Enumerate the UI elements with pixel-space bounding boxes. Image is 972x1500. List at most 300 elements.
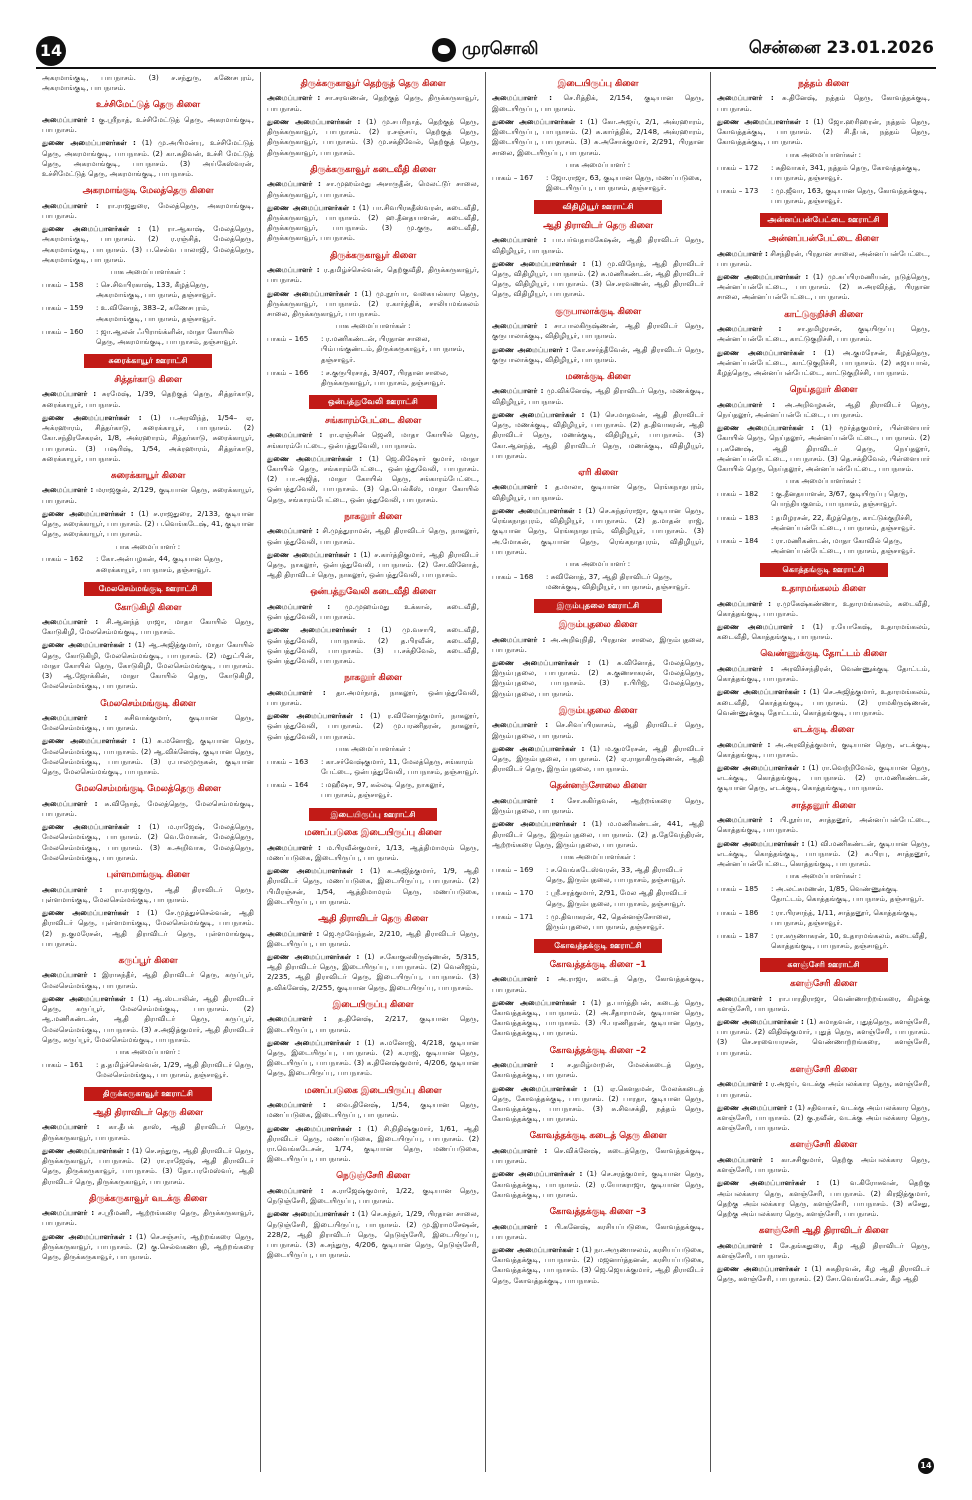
role-label: அமைப்பாளர் :: [492, 386, 544, 396]
role-label: அமைப்பாளர் :: [267, 93, 321, 103]
role-label: துணை அமைப்பாளர்கள் :: [42, 508, 134, 518]
entry-text: (1) ஜோ.ஹரிஹரன், நத்தம் தெரு, கோவத்தக்குடி, பாபநாசம். (2) சி.தீபக், நத்தம் தெரு, கோவத்தக்குடி, பாபநாசம்.: [717, 116, 930, 147]
booth-heading: பாக அமைப்பாளர்கள் :: [785, 872, 862, 881]
section-title: நெடுஞ்சேரி கிளை: [336, 1171, 410, 1182]
role-label: அமைப்பாளர் :: [492, 634, 546, 644]
entry-text: சுரமேஷ், 1/39, தெற்குத் தெரு, சித்தர்காடு, சுரைக்காயூர், பாபநாசம்.: [42, 389, 254, 409]
role-label: துணை அமைப்பாளர்கள் :: [267, 116, 361, 126]
booth-text: : த.தமிழ்ச்செல்வன், 1/29, ஆதி திராவிடர் தெரு, மேலசெம்மங்குடி, பாபநாசம், தஞ்சாவூர்.: [96, 1059, 254, 1080]
role-label: அமைப்பாளர் :: [267, 928, 320, 938]
booth-entry: [42, 1060, 254, 1080]
booth-text: : ச.வெங்கடேஸ்வரன், 33, ஆதி திராவிடர் தெரு, இரும்புதலை, பாபநாசம், தஞ்சாவூர்.: [546, 864, 686, 885]
booth-entry: [717, 908, 930, 928]
role-label: துணை அமைப்பாளர்கள் :: [717, 1264, 808, 1274]
entry-text: (1) வி.மணிகண்டன், குடியான தெரு, எடக்குடி, கொத்தங்குடி, பாபநாசம். (2) சு.பிரபு, சாத்தனூர், அன்னப்பன்பேட்டை, கொத்தங்குடி, பாபநாசம்.: [717, 838, 930, 868]
entry-paragraph: [42, 201, 254, 221]
booth-text: : கா.சர்வேஷ்குமார், 11, மேலத்தெரு, சங்காரம் பேட்டை, ஒன்பத்துவேலி, பாபநாசம், தஞ்சாவூர்.: [321, 756, 479, 776]
entry-paragraph: [267, 866, 479, 907]
entry-paragraph: [717, 400, 930, 420]
section-title: திருக்கருகாவூர் கிளை: [329, 250, 417, 261]
section-title: மேலசெம்மங்குடி கிளை: [100, 698, 196, 709]
entry-paragraph: [492, 235, 704, 255]
section-title: நத்தம் கிளை: [798, 79, 849, 89]
panchayat-banner: அன்னப்பன்பேட்டை ஊராட்சி: [760, 213, 888, 227]
role-label: துணை அமைப்பாளர்கள் :: [492, 1244, 579, 1254]
role-label: துணை அமைப்பாளர்கள் :: [717, 271, 809, 281]
booth-number: பாகம் – 184: [717, 536, 759, 546]
section-title: சித்தர்காடு கிளை: [114, 374, 182, 385]
role-label: துணை அமைப்பாளர்கள் :: [492, 819, 586, 829]
entry-text: அ.அறிவழகன், ஆதி திராவிடர் தெரு, நெய்தலூர், அன்னப்பன்பேட்டை, பாபநாசம்.: [717, 399, 930, 419]
role-label: துணை அமைப்பாளர்கள் :: [492, 997, 586, 1007]
entry-paragraph: [717, 1103, 930, 1134]
role-label: அமைப்பாளர் :: [267, 430, 323, 440]
column-3: [486, 72, 711, 1472]
paper-name: முரசொலி: [462, 39, 539, 59]
role-label: அமைப்பாளர் :: [267, 179, 321, 189]
booth-entry: [267, 780, 479, 800]
booth-text: : கு.தீனதயாளன், 3/67, குடியிருப்பு தெரு, பொந்தியகுளம், பாபநாசம், தஞ்சாவூர்.: [771, 489, 908, 509]
entry-paragraph: [492, 259, 704, 300]
entry-paragraph: [267, 93, 479, 113]
role-label: அமைப்பாளர் :: [267, 265, 320, 275]
entry-text: (1) சு.வினோத், மேலத்தெரு, இரும்புதலை, பாபநாசம். (2) சு.குணசாகரன், மேலத்தெரு, இரும்புதலை, பாபநாசம். (3) ர.பிரிஜ், மேலத்தெரு, இரும்புதலை, பாபநாசம்.: [492, 657, 704, 698]
role-label: அமைப்பாளர் :: [42, 798, 98, 808]
entry-text: ரா.ராஜதுரை, மேலத்தெரு, அகரமாங்குடி, பாபநாசம்.: [42, 200, 254, 220]
booth-number: பாகம் – 183: [717, 512, 759, 522]
dateline: சென்னை 23.01.2026: [748, 38, 934, 58]
panchayat-banner: கோவத்தக்குடி ஊராட்சி: [534, 939, 662, 953]
booth-entry: [267, 757, 479, 777]
entry-paragraph: [267, 1100, 479, 1120]
role-label: அமைப்பாளர் :: [717, 1154, 774, 1164]
booth-entry: [492, 572, 704, 592]
entry-paragraph: [42, 822, 254, 863]
entry-paragraph: [267, 526, 479, 546]
section-title: ஆதி திராவிடர் தெரு கிளை: [93, 1107, 203, 1118]
section-title: கோவத்தக்குடி கடைத் தெரு கிளை: [529, 1131, 667, 1142]
section-title: தென்னஞ்சோலை கிளை: [549, 781, 647, 792]
entry-text: த.தினேஷ், 2/217, குடியான தெரு, இடையிருப்பு, பாபநாசம்.: [267, 1014, 479, 1034]
booth-text: : கோ.அன்பழகன், 44, குடியான தெரு, சுரைக்காயூர், பாபநாசம், தஞ்சாவூர்.: [96, 554, 223, 574]
entry-paragraph: [42, 115, 254, 135]
entry-paragraph: [267, 1186, 479, 1206]
entry-text: (1) சுமாதவன், புதுத்தெரு, களஞ்சேரி, பாபநாசம். (2) விதிஷ்குமார், புதுத் தெரு, களஞ்சேரி, பாபநாசம். (3) செ.சரவையரசன், வெண்ணாற்றங்கரை, களஞ்சேரி, பாபநாசம்.: [717, 1017, 930, 1057]
section-title: ஒன்பத்துவேலி கடைவீதி கிளை: [310, 587, 436, 598]
section-title: சுரைக்காயூர் கிளை: [110, 470, 186, 481]
entry-paragraph: [717, 622, 930, 642]
page-number-badge: 14: [36, 36, 66, 66]
role-label: துணை அமைப்பாளர்கள் :: [717, 762, 806, 772]
section-title: கோடுகிழி கிளை: [114, 602, 182, 613]
entry-text: பி.கனேஷ், கரசியப்படுகை, கோவத்தக்குடி, பாபநாசம்.: [492, 1221, 704, 1241]
entry-text: ர.அஜய், வடக்கு அம்பலக்கார தெரு, களஞ்சேரி, பாபநாசம்.: [717, 1079, 930, 1099]
entry-text: (1) சு.மனோஜ், குடியான தெரு, மேலசெம்மங்குடி, பாபநாசம். (2) ஆ.விக்னேஷ், குடியான தெரு, மேலசெம்மங்குடி, பாபநாசம். (3) ர.பாலமுருகன், குடியான தெரு, மேலசெம்மங்குடி, பாபநாசம்.: [42, 736, 254, 777]
entry-text: (1) ச.கோகுலகிருஷ்ணன், 5/315, ஆதி திராவிடர் தெரு, இடையிருப்பு, பாபநாசம். (2) வெனிஜம், 2/235, ஆதி திராவிடர் தெரு, இடையிருப்பு, பாபநாசம். (3) த.விக்னேஷ், 2/255, குடியான தெரு, இடையிருப்பு, பாபநாசம்.: [267, 951, 479, 992]
entry-text: (1) செ.சரத்குமார், குடியான தெரு, கோவத்தக்குடி, பாபநாசம். (2) ர.யோகராஜா, குடியான தெரு, கோவத்தக்குடி, பாபநாசம்.: [492, 1169, 704, 1199]
section-title: மணப்படுகை இடையிருப்பு கிளை: [304, 1085, 442, 1096]
role-label: அமைப்பாளர் :: [42, 884, 103, 894]
section-title: ஆதி திராவிடர் தெரு கிளை: [318, 914, 428, 925]
booth-text: : ரா.மணிகண்டன், மாதா கோவில் தெரு, அன்னப்பன்பேட்டை, பாபநாசம், தஞ்சாவூர்.: [771, 536, 916, 556]
role-label: அமைப்பாளர் :: [492, 720, 548, 730]
section-title: திருக்கருகாவூர் தெற்குத் தெரு கிளை: [300, 79, 446, 89]
entry-text: (1) மு.வசாபி, கடைவீதி, ஒன்பத்துவேலி, பாபநாசம். (2) த.பிரவீன், கடைவீதி, ஒன்பத்துவேலி, பாபநாசம். (3) ப.சக்திவேல், கடைவீதி, ஒன்பத்துவேலி, பாபநாசம்.: [267, 625, 479, 666]
entry-text: (1) செ.சுந்தர்ராஜா, குடியான தெரு, ரெங்கநாதபுரம், விதிழியூர், பாபநாசம். (2) த.மாதன் ராஜ், குடியான தெரு, ரெங்கநாதபுரம், விதிழியூர், பாபநாசம். (3) அ.மோகன், குடியான தெரு, ரெங்கநாதபுரம், விதிழியூர், பாபநாசம்.: [492, 505, 704, 556]
booth-entry: [717, 931, 930, 951]
entry-text: (1) சதிவாகர், வடக்கு அம்பலக்கார தெரு, களஞ்சேரி, பாபநாசம். (2) கு.நவீன், வடக்கு அம்பலக்கார தெரு, களஞ்சேரி, பாபநாசம்.: [717, 1102, 930, 1133]
role-label: துணை அமைப்பாளர்கள் :: [492, 1169, 583, 1179]
booth-text: : தமிழரசன், 22, கீழத்தெரு, காட்டுக்குறிச்சி, அன்னப்பன்பேட்டை, பாபநாசம், தஞ்சாவூர்.: [771, 512, 916, 532]
entry-paragraph: [267, 929, 479, 949]
booth-text: : உ.வினோத், 383–2, கணேசபுரம், அகரமாங்குடி, பாபநாசம், தஞ்சாவூர்.: [96, 303, 217, 323]
entry-paragraph: [717, 272, 930, 303]
booth-text: : ரா.பிரசாந்த், 1/11, சாத்தனூர், கொத்தங்குடி, பாபநாசம், தஞ்சாவூர்.: [771, 907, 918, 927]
section-title: புள்ளமாங்குடி கிளை: [106, 870, 190, 881]
section-title: ஆதி திராவிடர் தெரு கிளை: [543, 220, 653, 231]
entry-paragraph: [492, 974, 704, 994]
footer-page-number: 14: [918, 1458, 934, 1474]
entry-paragraph: [492, 720, 704, 740]
entry-text: ர.தமிழ்ச்செல்வன், தெற்குவீதி, திருக்கருகாவூர், பாபநாசம்.: [267, 265, 479, 285]
column-4: [711, 72, 936, 1472]
entry-paragraph: [267, 550, 479, 581]
role-label: துணை அமைப்பாளர்கள் :: [42, 993, 134, 1003]
entry-text: ம.பிரவீன்குமார், 1/13, ஆத்திமாமரம் தெரு, மணப்படுகை, இடையிருப்பு, பாபநாசம்.: [267, 842, 479, 862]
section-title: கோவத்தக்குடி கிளை –1: [549, 959, 647, 970]
role-label: அமைப்பாளர் :: [42, 617, 99, 627]
section-title: காட்டுகுறிச்சி கிளை: [784, 309, 863, 320]
entry-text: (1) செ.சந்துரு, ஆதி திராவிடர் தெரு, திருக்கருகாவூர், பாபநாசம். (2) ரா.ராஜேஷ், ஆதி திராவிடர் தெரு, திருக்கருகாவூர், பாபநாசம். (3) தோ.பரமேஸ்வர், ஆதி திராவிடர் தெரு, திருக்கருகாவூர், பாபநாசம்.: [42, 1145, 254, 1186]
entry-paragraph: [492, 635, 704, 655]
panchayat-banner: ஒன்பத்துவேலி ஊராட்சி: [309, 395, 437, 409]
booth-number: பாகம் – 186: [717, 907, 759, 917]
entry-text: கா.தீபக் தாஸ், ஆதி திராவிடர் தெரு, திருக்கருகாவூர், பாபநாசம்.: [42, 1122, 254, 1142]
role-label: அமைப்பாளர் :: [42, 1208, 95, 1218]
booth-text: : ஸ்ரீ.சரத்குமார், 2/91, மேல ஆதி திராவிடர் தெரு, இரும்புதலை, பாபநாசம், தஞ்சாவூர்.: [546, 888, 688, 908]
entry-paragraph: [492, 410, 704, 461]
entry-text: (1) பா.சிவபிரகதீஸ்வரன், கடைவீதி, திருக்கருகாவூர், பாபநாசம். (2) ஹ.தீனதயாளன், கடைவீதி, திருக்கருகாவூர், பாபநாசம். (3) மு.குரு, கடைவீதி, திருக்கருகாவூர், பாபநாசம்.: [267, 202, 479, 243]
booth-entry: [717, 513, 930, 533]
booth-entry: [717, 884, 930, 904]
role-label: துணை அமைப்பாளர்கள் :: [717, 116, 809, 126]
entry-text: அகரமாங்குடி, பாபநாசம். (3) ச.சந்துரு, கணேசபுரம், அகரமாங்குடி, பாபநாசம்.: [42, 73, 254, 93]
section-title: ஏரி கிளை: [578, 467, 618, 478]
section-title: எடக்குடி கிளை: [793, 725, 854, 736]
section-title: அகரமாங்குடி மேலத்தெரு கிளை: [82, 186, 214, 197]
entry-text: மராஜகுல், 2/129, குடியான தெரு, சுரைக்காயூர், பாபநாசம்.: [42, 485, 254, 505]
booth-number: பாகம் – 171: [492, 911, 534, 921]
section-title: கருப்பூர் கிளை: [118, 955, 178, 966]
section-title: கோவத்தக்குடி கிளை –3: [549, 1207, 647, 1218]
entry-text: (1) ர.யோகேஷ், உதாரமங்கலம், கடைவீதி, கொத்தங்குடி, பாபநாசம்.: [717, 622, 930, 642]
role-label: அமைப்பாளர் :: [492, 321, 548, 331]
entry-paragraph: [717, 1264, 930, 1284]
entry-paragraph: [717, 994, 930, 1014]
booth-number: பாகம் – 162: [42, 554, 84, 564]
role-label: துணை அமைப்பாளர்கள் :: [267, 866, 363, 876]
booth-number: பாகம் – 185: [717, 884, 759, 894]
booth-entry: [42, 554, 254, 574]
booth-heading: பாக அமைப்பாளர் :: [565, 160, 631, 169]
entry-paragraph: [492, 93, 704, 113]
entry-text: கா.சசிகுமார், தெற்கு அம்பலக்கார தெரு, களஞ்சேரி, பாபநாசம்.: [717, 1154, 930, 1175]
entry-paragraph: [492, 744, 704, 775]
entry-text: அ.அறிவுநிதி, பிரதான சாலை, இரும்புதலை, பாபநாசம்.: [492, 634, 704, 654]
entry-text: (1) நா.அருணாசலம், கரசியப்படுகை, கோவத்தக்குடி, பாபநாசம். (2) மஜனார்த்தனன், கரசியப்படுகை, கோவத்தக்குடி, பாபநாசம். (3) ஜெ.ஜெயக்குமார், ஆதி திராவிடர் தெரு, கோவத்தக்குடி, பாபநாசம்.: [492, 1244, 704, 1285]
role-label: துணை அமைப்பாளர்கள் :: [42, 736, 136, 746]
entry-text: (1) ம.குமரேசன், ஆதி திராவிடர் தெரு, இரும்புதலை, பாபநாசம். (2) ஏ.ராதாகிருஷ்ணன், ஆதி திராவிடர் தெரு, இரும்புதலை, பாபநாசம்.: [492, 743, 704, 774]
section-title: இடையிருப்பு கிளை: [332, 999, 414, 1010]
entry-paragraph: [492, 658, 704, 699]
entry-paragraph: [267, 289, 479, 320]
section-title: இரும்புதலை கிளை: [558, 620, 638, 631]
entry-paragraph: [42, 908, 254, 949]
entry-paragraph: [717, 815, 930, 835]
masthead: [432, 36, 539, 64]
entry-paragraph: [267, 1014, 479, 1034]
role-label: அமைப்பாளர் :: [717, 248, 768, 258]
entry-paragraph: [42, 885, 254, 905]
booth-number: பாகம் – 161: [42, 1059, 84, 1069]
entry-paragraph: [267, 179, 479, 199]
entry-paragraph: [492, 321, 704, 341]
booth-number: பாகம் – 168: [492, 571, 534, 581]
role-label: துணை அமைப்பாளர்கள் :: [42, 224, 141, 234]
role-label: அமைப்பாளர் :: [492, 1221, 548, 1231]
role-label: அமைப்பாளர் :: [717, 399, 776, 409]
entry-paragraph: [492, 1146, 704, 1166]
entry-paragraph: [717, 1155, 930, 1175]
role-label: துணை அமைப்பாளர் :: [717, 622, 805, 632]
section-title: திருக்கருகாவூர் கடைவீதி கிளை: [310, 164, 436, 175]
booth-text: : சுதிவாகர், 341, நத்தம் தெரு, கோவத்தக்குடி, பாபநாசம், தஞ்சாவூர்.: [771, 162, 921, 182]
entry-paragraph: [492, 506, 704, 557]
entry-paragraph: [267, 265, 479, 285]
entry-text: (1) சே.முத்துச்செல்வன், ஆதி திராவிடர் தெரு, புள்ளமாங்குடி, மேலசெம்மங்குடி, பாபநாசம். (2) ந.குமரேசன், ஆதி திராவிடர் தெரு, புள்ளமாங்குடி, பாபநாசம்.: [42, 908, 254, 948]
entry-paragraph: [42, 73, 254, 93]
entry-paragraph: [267, 688, 479, 708]
booth-number: பாகம் – 172: [717, 162, 759, 172]
booth-entry: [42, 303, 254, 323]
entry-text: (1) மு.சபரிநாத், தெற்குத் தெரு, திருக்கருகாவூர், பாபநாசம். (2) ர.சஞ்சய், தெற்குத் தெரு, திருக்கருகாவூர், பாபநாசம். (3) மு.சக்திவேல், தெற்குத் தெரு, திருக்கருகாவூர், பாபநாசம்.: [267, 116, 479, 157]
role-label: துணை அமைப்பாளர்கள் :: [267, 202, 356, 212]
role-label: துணை அமைப்பாளர்கள் :: [42, 640, 132, 650]
entry-paragraph: [267, 203, 479, 244]
role-label: துணை அமைப்பாளர்கள் :: [267, 549, 357, 559]
entry-paragraph: [42, 485, 254, 505]
role-label: துணை அமைப்பாளர்கள் :: [267, 1037, 360, 1047]
role-label: அமைப்பாளர் :: [267, 1014, 327, 1024]
entry-text: (1) ரா.ஆகாஷ், மேலத்தெரு, அகரமாங்குடி, பாபநாசம். (2) ர.ரஞ்சித், மேலத்தெரு, அகரமாங்குடி, பாபநாசம். (3) ப.செல்வ பாலாஜி, மேலத்தெரு, அகரமாங்குடி, பாபநாசம்.: [42, 224, 254, 264]
role-label: துணை அமைப்பாளர்கள் :: [42, 1145, 130, 1155]
booth-heading: பாக அமைப்பாளர்கள் :: [335, 322, 411, 331]
role-label: துணை அமைப்பாளர்கள் :: [42, 412, 142, 422]
entry-paragraph: [717, 839, 930, 870]
entry-text: (1) மு.நூர்பா, வகையல்கார தெரு, திருக்கருகாவூர், பாபநாசம். (2) ர.கார்த்திக், சாலியமங்கலம் சாலை, திருக்கருகாவூர், பாபநாசம்.: [267, 288, 479, 318]
entry-text: (1) சுகதிரவன், கீழ ஆதி திராவிடர் தெரு, களஞ்சேரி, பாபநாசம். (2) சோ.வெங்கடேசன், கீழ ஆதி: [717, 1264, 930, 1284]
booth-entry: [492, 912, 704, 932]
booth-number: பாகம் – 165: [267, 334, 309, 344]
booth-number: பாகம் – 170: [492, 888, 534, 898]
section-title: நாகலூர் கிளை: [344, 511, 402, 522]
entry-paragraph: [42, 1146, 254, 1187]
role-label: அமைப்பாளர் :: [717, 739, 771, 749]
section-title: நாகலூர் கிளை: [344, 673, 402, 684]
role-label: அமைப்பாளர் :: [717, 815, 773, 825]
entry-text: (1) மு.விநோத், ஆதி திராவிடர் தெரு, விதிழியூர், பாபநாசம். (2) சு.மணிகண்டன், ஆதி திராவிடர் தெரு, விதிழியூர், பாபநாசம். (3) செ.சரவணன், ஆதி திராவிடர் தெரு, விதிழியூர், பாபநாசம்.: [492, 258, 704, 299]
booth-text: : ர.மணிகண்டன், பிரதான சாலை, பிம்பங்குண்டம், திருக்கருகாவூர், பாபநாசம், தஞ்சாவூர்.: [321, 334, 465, 364]
booth-heading: பாக அமைப்பாளர்கள் :: [785, 150, 862, 159]
entry-text: சே.தங்கதுரை, கீழ ஆதி திராவிடர் தெரு, களஞ்சேரி, பாபநாசம்.: [717, 1240, 930, 1260]
entry-text: ச.தமிழ்மாறன், மேலக்கடைத் தெரு, கோவத்தக்குடி, பாபநாசம்.: [492, 1060, 704, 1080]
section-title: களஞ்சேரி கிளை: [790, 1064, 857, 1075]
entry-text: மு.முஹம்மது உக்கால், கடைவீதி, ஒன்பத்துவேலி, பாபநாசம்.: [267, 601, 479, 622]
entry-text: சா.தமிழரசன், குடியிருப்பு தெரு, அன்னப்பன்பேட்டை, காட்டுகுறிச்சி, பாபநாசம்.: [717, 324, 930, 344]
role-label: துணை அமைப்பாளர்கள் :: [267, 1123, 362, 1133]
role-label: துணை அமைப்பாளர் :: [717, 1102, 793, 1112]
section-title: களஞ்சேரி கிளை: [790, 1140, 857, 1151]
entry-text: (1) ரா.வெற்றிவேல், குடியான தெரு, எடக்குடி, கொத்தங்குடி, பாபநாசம். (2) ரா.மணிகண்டன், குடியான தெரு, எடக்குடி, கொத்தங்குடி, பாபநாசம்.: [717, 762, 930, 793]
role-label: துணை அமைப்பாளர்கள் :: [492, 657, 591, 667]
section-title: களஞ்சேரி ஆதி திராவிடர் கிளை: [758, 1226, 889, 1237]
entry-text: சோ.சுகிர்தவன், ஆற்றங்கரை தெரு, இரும்புதலை, பாபநாசம்.: [492, 795, 704, 816]
entry-text: (1) த.பார்த்திபன், கடைத் தெரு, கோவத்தக்குடி, பாபநாசம். (2) அ.சீதாராமன், குடியான தெரு, கோவத்தக்குடி, பாபநாசம். (3) பி.பரணிதரன், குடியான தெரு, கோவத்தக்குடி, பாபநாசம்.: [492, 997, 704, 1038]
booth-text: : செ.சிவபிரகாஷ், 133, கீழத்தெரு, அகரமாங்குடி, பாபநாசம், தஞ்சாவூர்.: [96, 279, 217, 300]
role-label: துணை அமைப்பாளர்கள் :: [42, 1231, 132, 1241]
booth-heading: பாக அமைப்பாளர் :: [115, 542, 181, 551]
booth-entry: [42, 280, 254, 300]
entry-text: (1) செ.அஜித்குமார், உதாரமங்கலம், கடைவீதி, கொத்தங்குடி, பாபநாசம். (2) ராமகிருஷ்ணன், வெண்ணுக்குடி தோட்டம், கொத்தங்குடி, பாபநாசம்.: [717, 687, 930, 717]
entry-text: சுசிவாக்குமார், குடியான தெரு, மேலசெம்மங்குடி, பாபநாசம்.: [42, 713, 254, 733]
role-label: அமைப்பாளர் :: [42, 485, 94, 495]
booth-number: பாகம் – 182: [717, 489, 759, 499]
entry-paragraph: [42, 713, 254, 733]
entry-paragraph: [267, 843, 479, 863]
role-label: துணை அமைப்பாளர்கள் :: [492, 505, 582, 515]
entry-paragraph: [717, 1079, 930, 1099]
role-label: துணை அமைப்பாளர்கள் :: [717, 1017, 804, 1026]
entry-text: சா.பாலகிருஷ்ணன், ஆதி திராவிடர் தெரு, குருபாலாக்குடி, விதிழியூர், பாபநாசம்.: [492, 321, 704, 341]
role-label: அமைப்பாளர் :: [42, 970, 97, 980]
column-2: [261, 72, 486, 1472]
article-columns: [36, 72, 936, 1472]
booth-number: பாகம் – 160: [42, 326, 84, 336]
role-label: துணை அமைப்பாளர்கள் :: [492, 743, 585, 753]
entry-text: ரா.ராஜகுரு, ஆதி திராவிடர் தெரு, புள்ளமாங்குடி, மேலசெம்மங்குடி, பாபநாசம்.: [42, 884, 254, 904]
booth-heading: பாக அமைப்பாளர் :: [565, 560, 631, 568]
section-title: மணக்குடி கிளை: [565, 371, 631, 382]
role-label: அமைப்பாளர் :: [267, 842, 321, 852]
section-title: இரும்புதலை கிளை: [558, 705, 638, 716]
role-label: துணை அமைப்பாளர்கள் :: [42, 908, 140, 918]
entry-paragraph: [717, 348, 930, 379]
role-label: துணை அமைப்பாளர்கள் :: [267, 951, 360, 961]
booth-entry: [492, 173, 704, 193]
section-title: திருக்கருகாவூர் வடக்கு கிளை: [89, 1193, 207, 1204]
role-label: அமைப்பாளர் :: [717, 598, 771, 608]
entry-text: (1) ச.ராஜதுரை, 2/133, குடியான தெரு, சுரைக்காயூர், பாபநாசம். (2) ப.வெங்கடேஷ், 41, குடியான தெரு, சுரைக்காயூர், பாபநாசம்.: [42, 508, 254, 539]
booth-text: : சுவினோத், 37, ஆதி திராவிடர் தெரு, மணக்குடி, விதிழியூர், பாபநாசம், தஞ்சாவூர்.: [546, 571, 691, 592]
role-label: அமைப்பாளர் :: [492, 1145, 548, 1155]
entry-paragraph: [717, 740, 930, 760]
role-label: அமைப்பாளர் :: [492, 1060, 554, 1070]
role-label: துணை அமைப்பாளர்கள் :: [717, 838, 805, 848]
entry-text: (1) அ.குமரேசன், கீழத்தெரு, அன்னப்பன்பேட்டை, காட்டுகுறிச்சி, பாபநாசம். (2) சுஜயபால், கீழத்தெரு, அன்னப்பன்பேட்டை, காட்டுகுறிச்சி, பாபநாசம்.: [717, 347, 930, 377]
role-label: துணை அமைப்பாளர்கள் :: [717, 1178, 820, 1188]
entry-text: ரா.பாரதிராஜா, வெண்ணாற்றங்கரை, கிழக்கு களஞ்சேரி, பாபநாசம்.: [717, 993, 930, 1013]
entry-text: சி.முத்துராமன், ஆதி திராவிடர் தெரு, நாகலூர், ஒன்பத்துவேலி, பாபநாசம்.: [267, 526, 479, 546]
entry-paragraph: [267, 1124, 479, 1165]
role-label: அமைப்பாளர் :: [42, 389, 97, 399]
entry-paragraph: [42, 389, 254, 409]
booth-entry: [42, 327, 254, 347]
entry-text: மு.விக்னேஷ், ஆதி திராவிடர் தெரு, மணக்குடி, விதிழியூர், பாபநாசம்.: [492, 386, 704, 406]
section-title: உச்சிமேட்டுத் தெரு கிளை: [96, 100, 200, 111]
entry-text: அரவிச்சந்திரன், வெண்ணுக்குடி தோட்டம், கொத்தங்குடி, பாபநாசம்.: [717, 663, 930, 684]
panchayat-banner: திருக்கருகாவூர் ஊராட்சி: [84, 1087, 212, 1101]
panchayat-banner: இடையிருப்பு ஊராட்சி: [309, 808, 437, 822]
panchayat-banner: விதிழியூர் ஊராட்சி: [534, 200, 662, 214]
entry-text: வை.தினேஷ், 1/54, குடியான தெரு, மணப்படுகை, இடையிருப்பு, பாபநாசம்.: [267, 1100, 479, 1120]
entry-paragraph: [492, 117, 704, 158]
role-label: அமைப்பாளர் :: [42, 114, 95, 124]
booth-heading: பாக அமைப்பாளர்கள் :: [335, 744, 411, 753]
booth-heading: பாக அமைப்பாளர்கள் :: [785, 477, 862, 486]
entry-text: (1) ம.ராஜேஷ், மேலத்தெரு, மேலசெம்மங்குடி, பாபநாசம். (2) வெ.மோகன், மேலத்தெரு, மேலசெம்மங்குடி, பாபநாசம். (3) சு.அறிவாசு, மேலத்தெரு, மேலசெம்மங்குடி, பாபநாசம்.: [42, 822, 254, 862]
entry-paragraph: [267, 117, 479, 158]
entry-paragraph: [492, 345, 704, 365]
entry-paragraph: [42, 138, 254, 179]
booth-number: பாகம் – 173: [717, 185, 759, 195]
entry-paragraph: [492, 482, 704, 502]
entry-text: (1) மு.சுப்பிரமணியன், நடுத்தெரு, அன்னப்பன்பேட்டை, பாபநாசம். (2) சு.அரவிந்த், பிரதான சாலை, அன்னப்பன்பேட்டை, பாபநாசம்.: [717, 271, 930, 302]
booth-number: பாகம் – 163: [267, 756, 309, 766]
booth-number: பாகம் – 158: [42, 279, 84, 289]
entry-paragraph: [267, 454, 479, 505]
booth-entry: [267, 334, 479, 365]
entry-text: ரா.ஏஞ்சின் ஜெனி, மாதா கோயில் தெரு, சங்காரம்பேட்டை, ஒன்பத்துவேலி, பாபநாசம்.: [267, 430, 479, 450]
entry-text: (1) வ.கிரோசுவன், தெற்கு அம்பலக்கார தெரு, களஞ்சேரி, பாபநாசம். (2) கிரஜித்குமார், தெற்கு அம்பலக்கார தெரு, களஞ்சேரி, பாபநாசம். (3) சுசேது, தெற்கு அம்பலக்கார தெரு, களஞ்சேரி, பாபநாசம்.: [717, 1178, 930, 1219]
entry-paragraph: [492, 998, 704, 1039]
booth-number: பாகம் – 166: [267, 367, 309, 377]
booth-text: : ரா.கருணாகரன், 10, உதாரமங்கலம், கடைவீதி, கொத்தங்குடி, பாபநாசம், தஞ்சாவூர்.: [771, 931, 928, 951]
entry-paragraph: [42, 509, 254, 540]
booth-heading: பாக அமைப்பாளர்கள் :: [110, 268, 186, 277]
entry-paragraph: [267, 952, 479, 993]
booth-number: பாகம் – 164: [267, 780, 309, 790]
entry-text: சிசந்திரன், பிரதான சாலை, அன்னப்பன்பேட்டை, பாபநாசம்.: [717, 248, 930, 268]
entry-paragraph: [42, 617, 254, 637]
booth-entry: [267, 368, 479, 388]
entry-text: (1) சி.நிதிஷ்குமார், 1/61, ஆதி திராவிடர் தெரு, மணப்படுகை, இடையிருப்பு, பாபநாசம். (2) ரா.வெங்கடேசன், 1/74, குடியான தெரு, மணப்படுகை, இடையிருப்பு, பாபநாசம்.: [267, 1123, 479, 1164]
booth-entry: [717, 186, 930, 206]
entry-paragraph: [717, 117, 930, 148]
role-label: அமைப்பாளர் :: [42, 200, 99, 210]
entry-text: பி.நூர்பா, சாத்தனூர், அன்னப்பன்பேட்டை, கொத்தங்குடி, பாபநாசம்.: [717, 815, 930, 835]
entry-paragraph: [267, 711, 479, 742]
entry-text: (1) ம.மணிகண்டன், 441, ஆதி திராவிடர் தெரு, இரும்புதலை, பாபநாசம். (2) த.தேவேந்திரன், ஆற்றங்கரை தெரு, இரும்புதலை, பாபநாசம்.: [492, 819, 704, 849]
role-label: துணை அமைப்பாளர்கள் :: [267, 625, 371, 635]
entry-paragraph: [717, 763, 930, 794]
role-label: துணை அமைப்பாளர்கள் :: [717, 347, 816, 357]
role-label: அமைப்பாளர் :: [717, 324, 782, 334]
section-title: இடையிருப்பு கிளை: [557, 79, 639, 89]
section-title: வெண்ணுக்குடி தோட்டம் கிளை: [760, 649, 887, 660]
panchayat-banner: இரும்புதலை ஊராட்சி: [534, 599, 662, 613]
booth-entry: [717, 489, 930, 509]
section-title: கோவத்தக்குடி கிளை –2: [549, 1045, 647, 1056]
